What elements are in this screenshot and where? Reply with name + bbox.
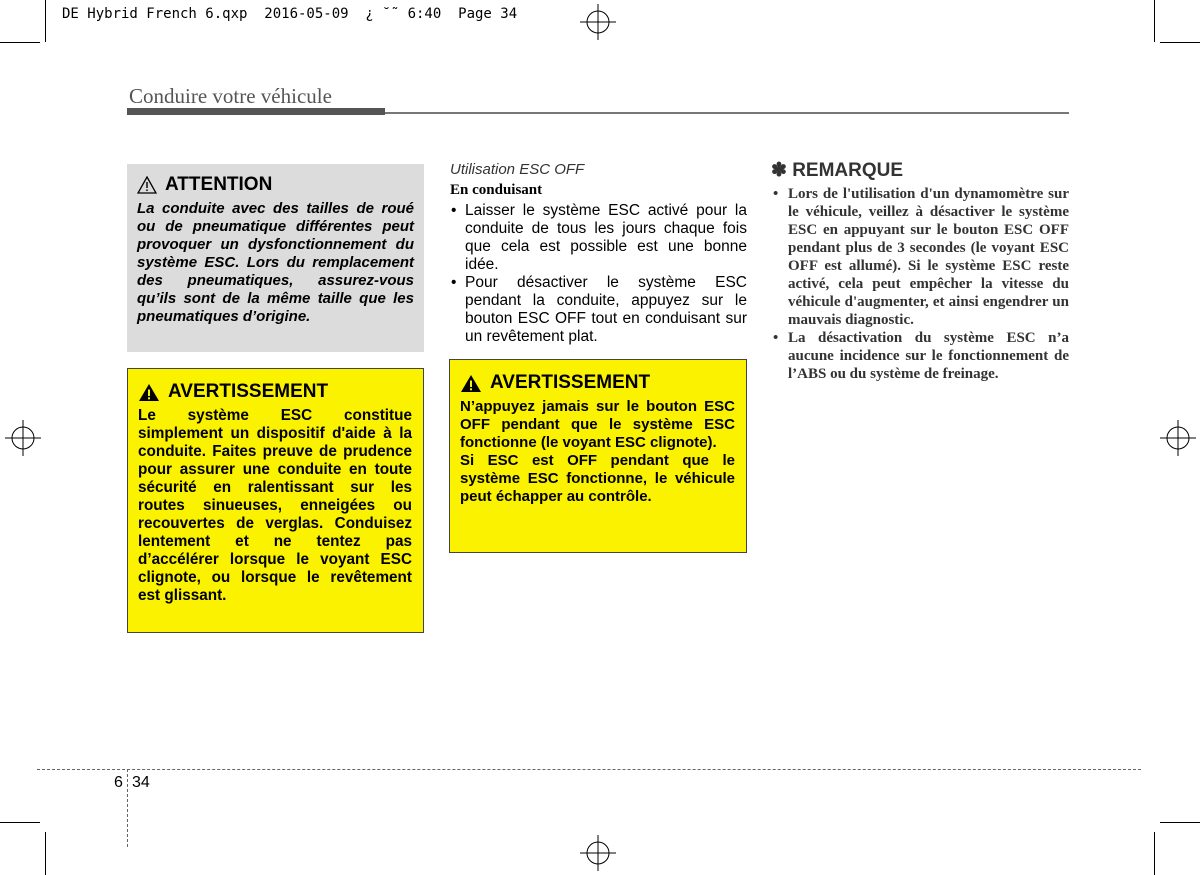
bullet-item: • Pour désactiver le système ESC pendant la conduite, appuyez sur le bouton ESC OFF tout en conduisant sur un revêtement plat. bbox=[450, 274, 747, 346]
warning-triangle-filled-icon bbox=[460, 374, 482, 393]
remark-heading: ✽ REMARQUE bbox=[771, 160, 904, 181]
attention-heading-label: ATTENTION bbox=[165, 174, 273, 195]
middle-column bbox=[450, 161, 747, 346]
warning-triangle-outline-icon bbox=[137, 176, 157, 194]
warning-heading-label: AVERTISSEMENT bbox=[490, 372, 651, 393]
bullet-item: • Laisser le système ESC activé pour la conduite de tous les jours chaque fois que cela est possible est une bonne idée. bbox=[450, 202, 747, 274]
crop-mark bbox=[0, 822, 40, 823]
warning-box-left bbox=[127, 368, 424, 633]
crop-mark bbox=[1160, 42, 1200, 43]
attention-text: La conduite avec des tailles de roué ou de pneumatique différentes peut provoquer un dysfonctionnement du système ESC. Lors du remplacement des pneumatiques, assurez-vous qu’ils sont de la même taille que les pneumatiques d’origine. bbox=[137, 200, 414, 325]
section-subtitle: Utilisation ESC OFF bbox=[450, 161, 585, 178]
footer-divider bbox=[37, 769, 1141, 770]
warning-box-middle bbox=[449, 359, 747, 553]
warning-heading-label: AVERTISSEMENT bbox=[168, 381, 329, 402]
crop-mark bbox=[45, 0, 46, 42]
chapter-number: 6 bbox=[114, 774, 123, 791]
remark-list bbox=[771, 185, 1069, 383]
warning-heading bbox=[138, 381, 412, 403]
warning-paragraph: Si ESC est OFF pendant que le système ESC fonctionne, le véhicule peut échapper au contrôle. bbox=[460, 452, 735, 505]
header-rule-thin bbox=[385, 112, 1069, 114]
page-title: Conduire votre véhicule bbox=[129, 84, 332, 108]
warning-paragraph: N’appuyez jamais sur le bouton ESC OFF pendant que le système ESC fonctionne (le voyant ESC clignote). bbox=[460, 398, 735, 451]
crop-mark bbox=[1154, 832, 1155, 875]
crop-mark bbox=[45, 832, 46, 875]
warning-triangle-filled-icon bbox=[138, 383, 160, 402]
remark-item: • Lors de l'utilisation d'un dynamomètre sur le véhicule, veillez à désactiver le système ESC en appuyant sur le bouton ESC OFF pendant plus de 3 secondes (le voyant ESC OFF est allumé). Si le système ESC reste activé, cela peut empêcher la vitesse du véhicule d'augmenter, et ainsi engendrer un mauvais diagnostic. bbox=[771, 185, 1069, 329]
crop-mark bbox=[1154, 0, 1155, 42]
warning-heading bbox=[460, 372, 735, 394]
crop-mark bbox=[1160, 822, 1200, 823]
warning-text: Le système ESC constitue simplement un dispositif d'aide à la conduite. Faites preuve de prudence pour assurer une conduite en toute sécurité en ralentissant sur les routes sinueuses, enneigées ou recouvertes de verglas. Conduisez lentement et ne tentez pas d’accélérer lorsque le voyant ESC clignote, ou lorsque le revêtement est glissant. bbox=[138, 407, 412, 604]
registration-mark-icon bbox=[5, 420, 41, 456]
section-subheading: En conduisant bbox=[450, 182, 543, 198]
remark-item: • La désactivation du système ESC n’a aucune incidence sur le fonctionnement de l’ABS ou du système de freinage. bbox=[771, 329, 1069, 383]
registration-mark-icon bbox=[1160, 420, 1196, 456]
attention-box bbox=[127, 164, 424, 352]
page-number: 34 bbox=[132, 774, 150, 791]
registration-mark-icon bbox=[580, 4, 616, 40]
print-slug: DE Hybrid French 6.qxp 2016-05-09 ¿ ˘˜ 6:40 Page 34 bbox=[62, 6, 518, 22]
attention-heading bbox=[137, 174, 414, 196]
remark-section bbox=[771, 159, 1069, 383]
footer-divider-vertical bbox=[127, 769, 128, 847]
registration-mark-icon bbox=[580, 835, 616, 871]
crop-mark bbox=[0, 42, 40, 43]
bullet-list bbox=[450, 202, 747, 346]
header-rule-thick bbox=[127, 108, 385, 115]
